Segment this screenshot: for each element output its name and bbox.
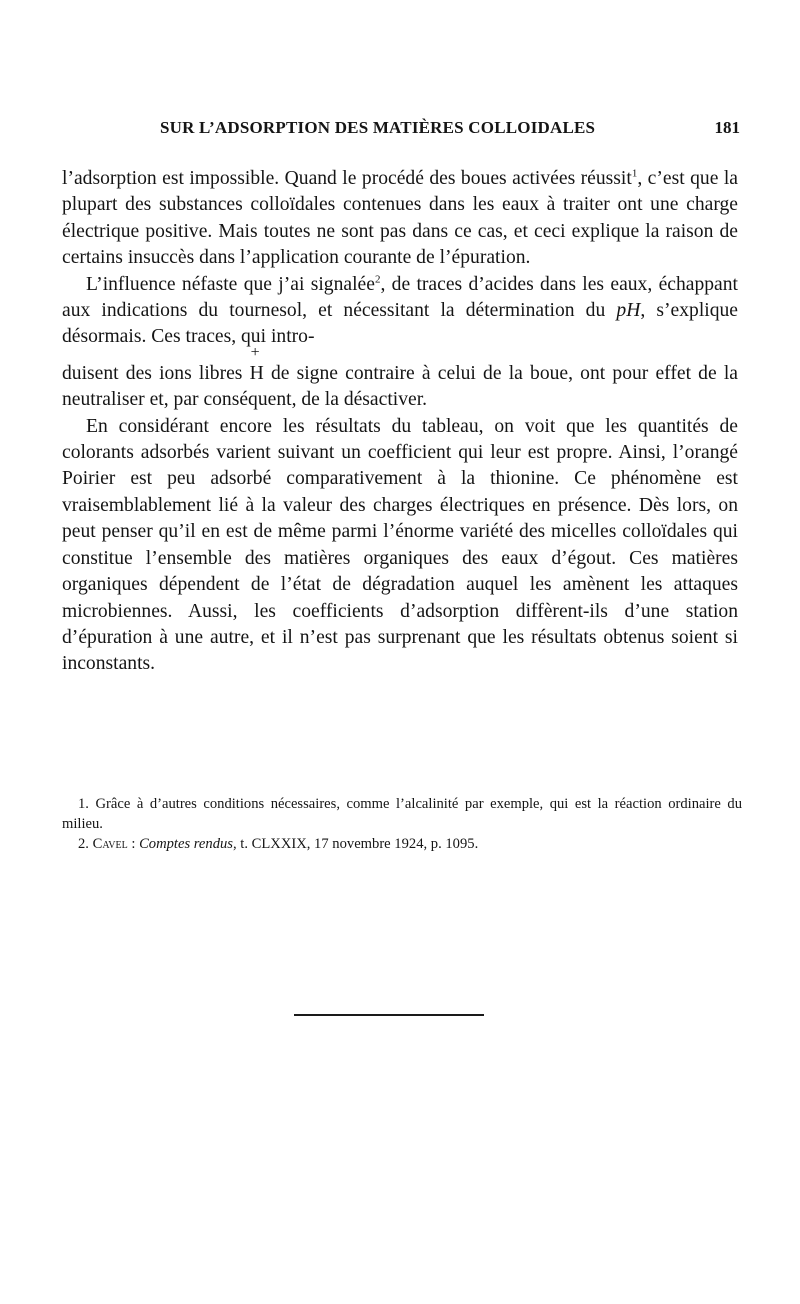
hydrogen-ion	[249, 343, 264, 387]
page-number: 181	[714, 118, 740, 137]
body-text	[62, 166, 738, 678]
paragraph-1	[62, 166, 738, 272]
footnote-2-title: Comptes rendus	[139, 836, 233, 852]
paragraph-2-text-a: L’influence néfaste que j’ai signalée	[86, 273, 375, 295]
ph-term: pH	[616, 300, 641, 322]
footnote-1: 1. Grâce à d’autres conditions nécessaires, comme l’alcalinité par exemple, qui est la réaction ordinaire du milieu.	[62, 796, 742, 832]
running-title: SUR L’ADSORPTION DES MATIÈRES COLLOIDALES	[160, 118, 596, 137]
paragraph-2-text-d: duisent des ions libres	[62, 362, 250, 384]
paragraph-2-text-b: , de traces d’acides dans les eaux, échappant aux indications du tournesol, et nécessitant la détermination du	[62, 273, 738, 322]
paragraph-2-continued	[62, 343, 738, 414]
footnotes	[62, 794, 742, 854]
hydrogen-symbol: H	[249, 362, 264, 384]
positive-charge-sign: +	[250, 343, 260, 361]
paragraph-2-text-e: de signe contraire à celui de la boue, ont pour effet de la neutraliser et, par conséquent, de la désactiver.	[62, 362, 738, 411]
footnote-2-separator: :	[127, 836, 140, 852]
footnote-ref-1: 1	[631, 167, 638, 180]
paragraph-1-text-b: , c’est que la plupart des substances colloïdales contenues dans les eaux à traiter ont une charge électrique positive. Mais toutes ne sont pas dans ce cas, et ceci explique la raison de certains insuccès dans l’application courante de l’épuration.	[62, 168, 738, 269]
footnote-2-details: , t. CLXXIX, 17 novembre 1924, p. 1095.	[232, 836, 479, 852]
end-rule	[294, 1014, 484, 1016]
footnote-2-author: 2. Cavel	[78, 836, 128, 852]
footnote-ref-2: 2	[374, 273, 381, 286]
paragraph-1-text-a: l’adsorption est impossible. Quand le procédé des boues activées réussit	[62, 168, 632, 189]
paragraph-2	[62, 272, 738, 351]
paragraph-2-text-c: , s’explique désormais. Ces traces, qui intro-	[62, 300, 738, 348]
paragraph-3: En considérant encore les résultats du tableau, on voit que les quantités de colorants adsorbés varient suivant un coefficient qui leur est propre. Ainsi, l’orangé Poirier est peu adsorbé comparativement à la thionine. Ce phénomène est vraisemblablement lié à la valeur des charges électriques en présence. Dès lors, on peut penser qu’il en est de même parmi l’énorme variété des micelles colloïdales qui constitue l’ensemble des matières organiques des eaux d’égout. Ces matières organiques dépendent de l’état de dégradation auquel les amènent les attaques microbiennes. Aussi, les coefficients d’adsorption diffèrent-ils d’une station d’épuration à une autre, et il n’est pas surprenant que les résultats obtenus soient si inconstants.	[62, 415, 738, 675]
footnote-2	[62, 834, 742, 854]
